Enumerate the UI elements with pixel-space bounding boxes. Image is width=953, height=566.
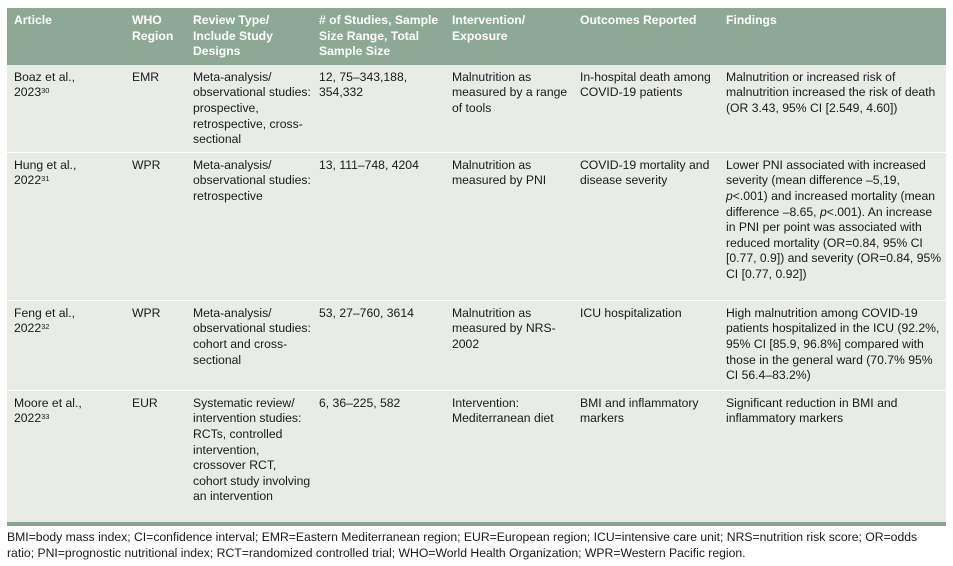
cell-findings bbox=[722, 152, 946, 300]
cell-findings: Significant reduction in BMI and inflammatory markers bbox=[722, 390, 946, 523]
p-value-symbol: p bbox=[726, 188, 733, 203]
cell-outcomes: In-hospital death among COVID-19 patients bbox=[580, 69, 711, 100]
header-who-region: WHO Region bbox=[128, 8, 189, 65]
article-reference: 31 bbox=[41, 174, 50, 184]
article-authors: Feng et al., bbox=[14, 305, 75, 320]
header-review-type: Review Type/ Include Study Designs bbox=[189, 8, 315, 65]
cell-studies: 12, 75–343,188, 354,332 bbox=[319, 69, 408, 100]
cell-region: EUR bbox=[128, 390, 189, 523]
article-year: 2022 bbox=[14, 321, 42, 336]
article-reference: 30 bbox=[41, 86, 50, 96]
p-value-symbol: p bbox=[819, 204, 827, 219]
cell-exposure: Intervention: Mediterranean diet bbox=[448, 390, 576, 523]
cell-exposure: Malnutrition as measured by a range of tools bbox=[452, 69, 568, 115]
cell-findings: High malnutrition among COVID-19 patients hospitalized in the ICU (92.2%, 95% CI [85.9, 96.8%] compared with those in the general ward (70.7% 95% CI 56.4–83.2%) bbox=[722, 300, 946, 390]
article-year: 2023 bbox=[14, 85, 42, 100]
article-reference: 33 bbox=[41, 412, 50, 422]
findings-text: Lower PNI associated with increased severity (mean difference –5,19, bbox=[726, 157, 926, 188]
cell-exposure: Malnutrition as measured by PNI bbox=[448, 152, 576, 300]
cell-region: EMR bbox=[132, 69, 160, 84]
table-footnote: BMI=body mass index; CI=confidence interval; EMR=Eastern Mediterranean region; EUR=European region; ICU=intensive care unit; NRS=nutrition risk score; OR=odds ratio; PNI=prognostic nutritional index; RCT=randomized controlled trial; WHO=World Health Organization; WPR=Western Pacific region. bbox=[7, 530, 918, 560]
cell-review-type: Meta-analysis/ observational studies: cohort and cross-sectional bbox=[189, 300, 315, 390]
article-year: 2022 bbox=[14, 411, 42, 426]
table-row bbox=[7, 300, 946, 390]
cell-review-type: Meta-analysis/ observational studies: retrospective bbox=[189, 152, 315, 300]
cell-article bbox=[7, 300, 128, 390]
article-reference: 32 bbox=[41, 322, 50, 332]
cell-studies: 6, 36–225, 582 bbox=[315, 390, 448, 523]
table-row bbox=[7, 390, 946, 523]
article-authors: Moore et al., bbox=[14, 395, 82, 410]
cell-findings: Malnutrition or increased risk of malnutrition increased the risk of death (OR 3.43, 95% CI [2.549, 4.60]) bbox=[726, 69, 936, 115]
cell-review-type: Meta-analysis/ observational studies: prospective, retrospective, cross-sectional bbox=[193, 69, 311, 147]
table-header-row bbox=[7, 8, 946, 65]
article-year: 2022 bbox=[14, 173, 42, 188]
header-findings: Findings bbox=[722, 8, 946, 65]
cell-article bbox=[7, 152, 128, 300]
article-authors: Boaz et al., bbox=[14, 69, 75, 84]
cell-outcomes: COVID-19 mortality and disease severity bbox=[576, 152, 722, 300]
table-row bbox=[7, 152, 946, 300]
header-intervention-exposure: Intervention/ Exposure bbox=[448, 8, 576, 65]
table-row bbox=[7, 65, 946, 152]
header-article: Article bbox=[7, 8, 128, 65]
cell-exposure: Malnutrition as measured by NRS-2002 bbox=[448, 300, 576, 390]
cell-outcomes: BMI and inflammatory markers bbox=[576, 390, 722, 523]
cell-studies: 53, 27–760, 3614 bbox=[315, 300, 448, 390]
review-table-container bbox=[7, 8, 946, 526]
cell-region: WPR bbox=[128, 152, 189, 300]
review-table bbox=[7, 8, 946, 523]
findings-text: <.001) and increased mortality (mean difference –8.65, bbox=[726, 188, 935, 219]
cell-region: WPR bbox=[128, 300, 189, 390]
findings-text: <.001). An increase in PNI per point was associated with reduced mortality (OR=0.84, 95% CI [0.77, 0.9]) and severity (OR=0.84, 95% CI [0.77, 0.92]) bbox=[726, 204, 942, 281]
cell-article bbox=[7, 65, 128, 152]
header-outcomes-reported: Outcomes Reported bbox=[576, 8, 722, 65]
article-authors: Hung et al., bbox=[14, 157, 77, 172]
cell-studies: 13, 111–748, 4204 bbox=[315, 152, 448, 300]
cell-article bbox=[7, 390, 128, 523]
header-number-of-studies: # of Studies, Sample Size Range, Total Sample Size bbox=[315, 8, 448, 65]
cell-outcomes: ICU hospitalization bbox=[576, 300, 722, 390]
cell-review-type: Systematic review/ intervention studies: RCTs, controlled intervention, crossover RCT, cohort study involving an intervention bbox=[189, 390, 315, 523]
